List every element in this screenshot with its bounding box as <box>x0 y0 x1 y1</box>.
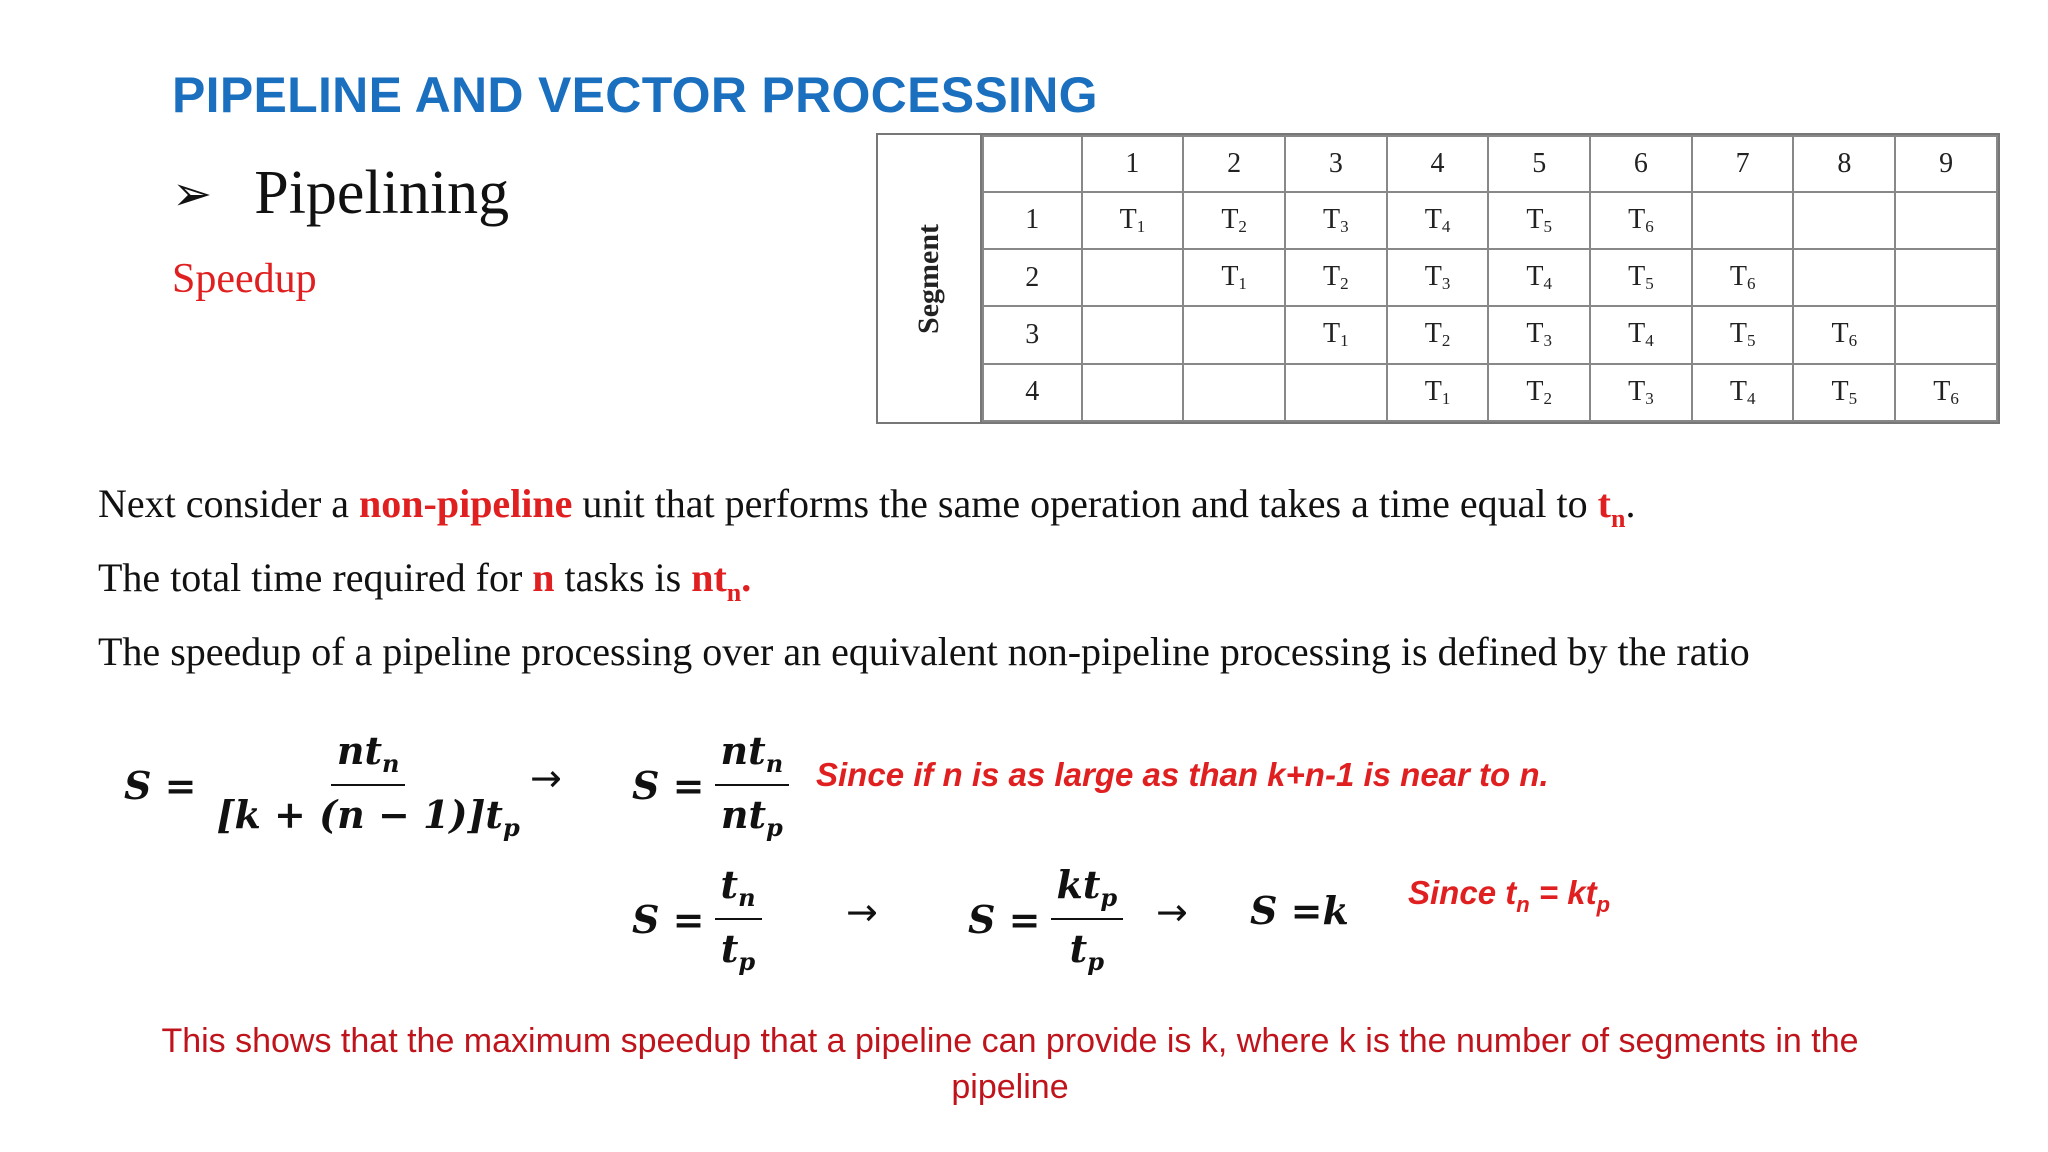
eq1-num-sub: n <box>382 749 400 778</box>
eq4-num-sub: p <box>1100 883 1118 912</box>
task-cell <box>1692 192 1794 249</box>
eq2-lhs: S = <box>632 762 705 808</box>
eq3-den: t <box>720 926 739 971</box>
table-corner-cell <box>983 136 1082 192</box>
task-cell <box>1082 249 1184 306</box>
table-header-row <box>983 136 1997 192</box>
line1-text-b: unit that performs the same operation and takes a time equal to <box>572 481 1598 526</box>
task-cell: T4 <box>1692 364 1794 421</box>
line2-end: . <box>741 555 752 600</box>
clock-cycle-header: 7 <box>1692 136 1794 192</box>
task-cell: T1 <box>1183 249 1285 306</box>
equation-1 <box>124 728 526 842</box>
task-cell: T3 <box>1590 364 1692 421</box>
equation-5: S =k <box>1250 888 1349 933</box>
task-cell: T2 <box>1488 364 1590 421</box>
bullet-label: Pipelining <box>254 159 510 227</box>
clock-cycle-header: 6 <box>1590 136 1692 192</box>
eq3-num: t <box>720 862 739 907</box>
line1-var-sub: n <box>1610 504 1626 533</box>
text-line-3: The speedup of a pipeline processing over an equivalent non-pipeline processing is defined by the ratio <box>98 629 1750 674</box>
task-cell <box>1793 192 1895 249</box>
line2-n: n <box>532 555 555 600</box>
arrow-1: → <box>530 756 562 800</box>
line2-text-a: The total time required for <box>98 555 533 600</box>
note-large-n: Since if n is as large as than k+n-1 is near to n. <box>816 756 1549 793</box>
segment-number: 3 <box>983 306 1082 363</box>
line1-highlight: non-pipeline <box>359 481 573 526</box>
bullet-pipelining <box>172 158 509 229</box>
clock-cycle-header: 2 <box>1183 136 1285 192</box>
line1-end: . <box>1625 481 1636 526</box>
task-cell <box>1895 306 1997 363</box>
task-cell: T3 <box>1488 306 1590 363</box>
task-cell <box>1183 364 1285 421</box>
eq2-num-sub: n <box>765 749 784 778</box>
table-row <box>983 249 1997 306</box>
space-time-grid <box>982 135 1998 422</box>
task-cell: T2 <box>1183 192 1285 249</box>
eq2-num: nt <box>720 728 766 773</box>
eq3-denominator <box>715 920 761 976</box>
eq2-den-sub: p <box>766 813 783 842</box>
task-cell: T6 <box>1895 364 1997 421</box>
task-cell: T5 <box>1692 306 1794 363</box>
eq2-numerator <box>715 728 790 786</box>
task-cell: T5 <box>1488 192 1590 249</box>
task-cell: T4 <box>1387 192 1489 249</box>
eq1-numerator <box>331 728 406 786</box>
slide-title: PIPELINE AND VECTOR PROCESSING <box>172 67 1098 123</box>
task-cell: T5 <box>1793 364 1895 421</box>
task-cell: T3 <box>1285 192 1387 249</box>
task-cell: T1 <box>1082 192 1184 249</box>
task-cell: T1 <box>1387 364 1489 421</box>
eq1-den: [k + (n − 1)]t <box>216 792 503 837</box>
eq1-lhs: S = <box>124 762 197 808</box>
eq2-denominator <box>715 786 789 842</box>
eq4-den-sub: p <box>1087 947 1105 976</box>
table-row <box>983 364 1997 421</box>
line2-variable <box>691 555 752 607</box>
conclusion-line-2: pipeline <box>951 1068 1069 1106</box>
task-cell: T2 <box>1387 306 1489 363</box>
task-cell <box>1895 249 1997 306</box>
note2-sub-n: n <box>1516 892 1530 917</box>
text-line-2 <box>98 554 751 608</box>
clock-cycle-header: 8 <box>1793 136 1895 192</box>
note-tn-equals-ktp <box>1408 874 1610 918</box>
eq4-den: t <box>1069 926 1088 971</box>
task-cell <box>1285 364 1387 421</box>
eq2-fraction <box>715 728 790 842</box>
task-cell: T2 <box>1285 249 1387 306</box>
eq1-num: nt <box>336 728 382 773</box>
task-cell: T6 <box>1692 249 1794 306</box>
equation-3 <box>632 862 762 976</box>
clock-cycle-header: 3 <box>1285 136 1387 192</box>
segment-axis-label: Segment <box>912 223 946 334</box>
task-cell: T6 <box>1793 306 1895 363</box>
text-line-1 <box>98 480 1635 534</box>
table-row <box>983 192 1997 249</box>
eq3-lhs: S = <box>632 896 705 942</box>
table-row <box>983 306 1997 363</box>
segment-number: 4 <box>983 364 1082 421</box>
eq3-numerator <box>715 862 762 920</box>
line2-var: nt <box>691 555 727 600</box>
clock-cycle-header: 5 <box>1488 136 1590 192</box>
task-cell <box>1183 306 1285 363</box>
note2-sub-p: p <box>1596 892 1611 917</box>
eq3-num-sub: n <box>738 883 756 912</box>
task-cell <box>1793 249 1895 306</box>
segment-label-column <box>878 135 982 422</box>
line1-text-a: Next consider a <box>98 481 360 526</box>
conclusion-text <box>100 1018 1920 1110</box>
eq2-den: nt <box>720 792 767 837</box>
clock-cycle-header: 4 <box>1387 136 1489 192</box>
segment-number: 2 <box>983 249 1082 306</box>
eq4-fraction <box>1051 862 1124 976</box>
equation-2 <box>632 728 789 842</box>
arrow-3: → <box>1156 890 1188 934</box>
task-cell: T4 <box>1590 306 1692 363</box>
eq1-den-sub: p <box>502 813 520 842</box>
task-cell <box>1895 192 1997 249</box>
eq4-denominator <box>1064 920 1110 976</box>
note2-text-a: Since t <box>1408 874 1517 911</box>
task-cell <box>1082 364 1184 421</box>
eq3-fraction <box>715 862 762 976</box>
eq4-numerator <box>1051 862 1124 920</box>
segment-number: 1 <box>983 192 1082 249</box>
line1-variable <box>1597 481 1626 533</box>
task-cell: T6 <box>1590 192 1692 249</box>
conclusion-line-1: This shows that the maximum speedup that a pipeline can provide is k, where k is the number of segments in the <box>161 1022 1859 1060</box>
task-cell: T3 <box>1387 249 1489 306</box>
subheading-speedup: Speedup <box>172 256 317 302</box>
eq1-denominator <box>211 786 526 842</box>
note2-text-b: = kt <box>1529 874 1597 911</box>
line1-var: t <box>1597 481 1611 526</box>
space-time-table <box>876 133 2000 424</box>
eq3-den-sub: p <box>738 947 756 976</box>
line2-text-b: tasks is <box>554 555 692 600</box>
task-cell <box>1082 306 1184 363</box>
clock-cycle-header: 1 <box>1082 136 1184 192</box>
eq4-num: kt <box>1056 862 1101 907</box>
arrow-2: → <box>846 890 878 934</box>
eq1-fraction <box>211 728 526 842</box>
equation-4 <box>968 862 1123 976</box>
task-cell: T1 <box>1285 306 1387 363</box>
clock-cycle-header: 9 <box>1895 136 1997 192</box>
task-cell: T4 <box>1488 249 1590 306</box>
task-cell: T5 <box>1590 249 1692 306</box>
eq4-lhs: S = <box>968 896 1041 942</box>
line2-var-sub: n <box>726 578 742 607</box>
bullet-arrow-icon: ➢ <box>172 167 213 221</box>
